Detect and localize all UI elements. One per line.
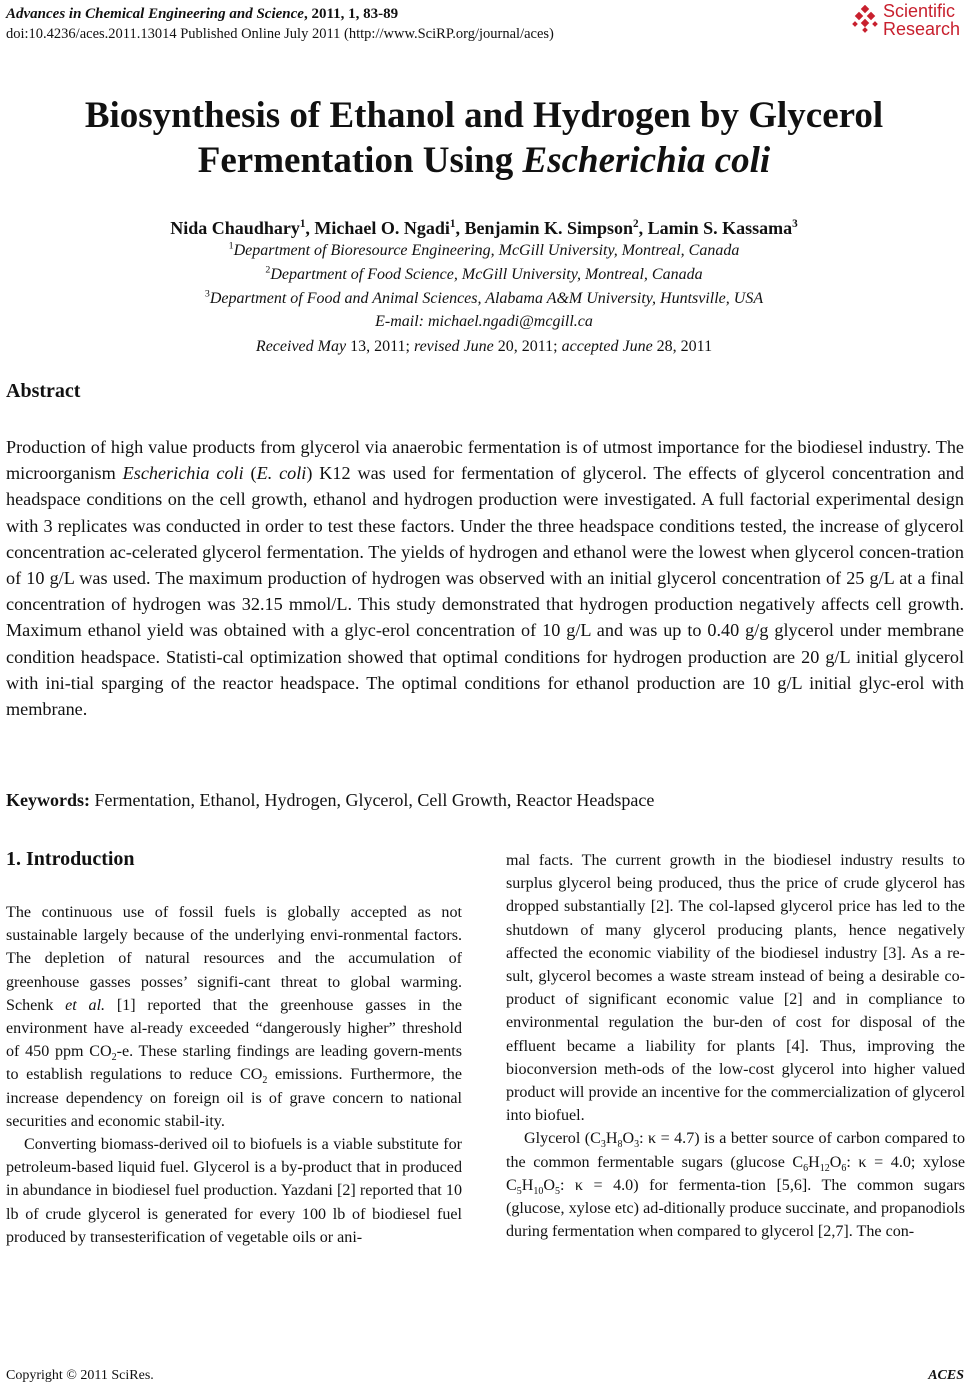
revised-date: 20, 2011; — [493, 338, 562, 355]
subscript: 8 — [617, 1139, 623, 1151]
accepted-label: accepted June — [561, 338, 653, 355]
journal-header — [6, 4, 554, 44]
text: Glycerol (C — [524, 1130, 601, 1148]
subscript: 10 — [533, 1186, 544, 1198]
logo-line-1: Scientific — [882, 1, 955, 21]
email-line — [0, 311, 968, 333]
text: O — [543, 1176, 555, 1194]
title-line-2: Fermentation Using — [197, 140, 523, 181]
author: Benjamin K. Simpson — [464, 218, 634, 238]
affiliation-2 — [0, 264, 968, 286]
subscript: 5 — [516, 1186, 522, 1198]
abstract-organism: Escherichia coli — [122, 463, 244, 484]
dates-line — [0, 336, 968, 358]
subscript: 2 — [262, 1075, 268, 1087]
paragraph — [506, 1127, 965, 1243]
keywords — [6, 790, 654, 811]
subscript: 3 — [600, 1139, 606, 1151]
scientific-research-logo-icon — [851, 5, 879, 35]
author-affiliation-mark: 1 — [299, 218, 306, 230]
text: -e. These starling findings are leading govern-ments to establish regulations to reduce CO — [6, 1043, 462, 1084]
text: H — [808, 1153, 820, 1171]
publisher-logo — [851, 2, 960, 38]
received-label: Received May — [255, 338, 347, 355]
subscript: 12 — [819, 1162, 830, 1174]
affiliation-3 — [0, 288, 968, 310]
logo-text — [883, 2, 960, 38]
abstract-body — [6, 434, 964, 722]
subscript: 5 — [554, 1186, 560, 1198]
affiliation-text: Department of Food and Animal Sciences, Alabama A&M University, Huntsville, USA — [209, 290, 764, 307]
email-address[interactable]: : michael.ngadi@mcgill.ca — [418, 313, 593, 330]
section-heading: 1. Introduction — [6, 848, 135, 870]
keywords-text: Fermentation, Ethanol, Hydrogen, Glycerol, Cell Growth, Reactor Headspace — [90, 790, 655, 810]
author: Michael O. Ngadi — [314, 218, 450, 238]
received-date: 13, 2011; — [346, 338, 414, 355]
etal: et al. — [65, 996, 106, 1014]
volume-info: , 2011, 1, 83-89 — [303, 6, 399, 22]
text: H — [605, 1130, 618, 1148]
logo-line-2: Research — [882, 19, 960, 39]
author: Nida Chaudhary — [170, 218, 300, 238]
affiliation-number: 3 — [204, 288, 210, 300]
title-organism: Escherichia coli — [522, 140, 771, 181]
text: H — [521, 1176, 534, 1194]
subscript: 2 — [111, 1052, 117, 1064]
journal-name: Advances in Chemical Engineering and Science — [6, 6, 304, 22]
affiliation-text: Department of Bioresource Engineering, McGill University, Montreal, Canada — [233, 242, 740, 259]
revised-label: revised June — [413, 338, 494, 355]
email-label: E-mail — [375, 313, 419, 330]
author-affiliation-mark: 1 — [449, 218, 456, 230]
page-footer — [6, 1368, 964, 1384]
subscript: 3 — [634, 1139, 640, 1151]
subscript: 6 — [841, 1162, 847, 1174]
paragraph: mal facts. The current growth in the biodiesel industry results to surplus glycerol being produced, thus the price of crude glycerol has dropped substantially [2]. The col-lapsed glycerol price has led to the shutdown of many glycerol producing plants, hence negatively affected the economic viability of the biodiesel industry [3]. As a re-sult, glycerol becomes a waste stream instead of being a desirable co-product of significant economic value [2] and in compliance to environmental regulation the bur-den of cost for disposal of the effluent became a liability for plants [4]. Thus, improving the bioconversion meth-ods of the low-cost glycerol into higher valued product will provide an incentive for the commercialization of glycerol into biofuel. — [506, 852, 965, 1125]
affiliation-text: Department of Food Science, McGill University, Montreal, Canada — [270, 266, 703, 283]
abstract-organism-abbr: E. coli — [256, 463, 307, 484]
paragraph: Converting biomass-derived oil to biofuels is a viable substitute for petroleum-based liquid fuel. Glycerol is a by-product that in produced in abundance in biodiesel fuel production. Yazdani [2] reported that 10 lb of crude glycerol is generated for every 100 lb of biodiesel fuel produced by transesterification of vegetable oils or ani- — [6, 1136, 462, 1246]
abstract-text: ) K12 was used for fermentation of glycerol. The effects of glycerol concentration and headspace conditions on the cell growth, ethanol and hydrogen production were investigated. A full factorial experimental design with 3 replicates was conducted in order to test these factors. Under the three headspace conditions tested, the increase of glycerol concentration ac-celerated glycerol fermentation. The yields of hydrogen and ethanol were the lowest when glycerol concen-tration of 10 g/L was used. The maximum production of hydrogen was observed with an initial glycerol concentration of 25 g/L at a final concentration of hydrogen was 32.15 mmol/L. This study demonstrated that hydrogen production negatively affects cell growth. Maximum ethanol yield was obtained with a glyc-erol concentration of 10 g/L and was up to 0.40 g/g glycerol under membrane condition headspace. Statisti-cal optimization showed that optimal conditions for hydrogen production are 20 g/L initial glycerol with ini-tial sparging of the reactor headspace. The optimal conditions for ethanol production are 10 g/L initial glyc-erol with membrane. — [6, 463, 964, 720]
keywords-label: Keywords: — [6, 790, 90, 810]
copyright: Copyright © 2011 SciRes. — [6, 1368, 154, 1383]
author: Lamin S. Kassama — [647, 218, 793, 238]
text: : κ = 4.0) for fermenta-tion [5,6]. The common sugars (glucose, xylose etc) ad-ditionally produce succinate, and propanodiols during fermentation when compared to glycerol [2,7]. The con- — [506, 1176, 965, 1241]
text: : κ = 4.7) is a better source of carbon compared to the common fermentable sugars (glucose C — [506, 1130, 965, 1171]
text: O — [829, 1153, 842, 1171]
text: The continuous use of fossil fuels is globally accepted as not sustainable largely because of the underlying envi-ronmental factors. The depletion of natural resources and the accumulation of greenhouse gasses posses’ signifi-cant threat to global warming. Schenk — [6, 904, 462, 1014]
abstract-text: Production of high value products from glycerol via anaerobic fermentation is of utmost importance for the biodiesel industry. The microorganism — [6, 437, 964, 484]
abstract-text: ( — [243, 463, 257, 484]
affiliation-number: 1 — [228, 240, 234, 252]
journal-abbr: ACES — [928, 1368, 964, 1383]
accepted-date: 28, 2011 — [652, 338, 713, 355]
text: [1] reported that the greenhouse gasses in the environment have al-ready exceeded “dangerously higher” threshold of 450 ppm CO — [6, 996, 463, 1061]
doi-line: doi:10.4236/aces.2011.13014 Published Online July 2011 (http://www.SciRP.org/journal/aces) — [6, 26, 554, 42]
affiliation-number: 2 — [265, 264, 271, 276]
text: emissions. Furthermore, the increase dependency on foreign oil is of grave concern to national securities and economic stabil-ity. — [6, 1066, 462, 1130]
author-list: Nida Chaudhary$^1$, Michael O. Ngadi$^1$, Benjamin K. Simpson$^2$, Lamin S. Kassama$^3$ — [170, 218, 798, 238]
title-line-1: Biosynthesis of Ethanol and Hydrogen by Glycerol — [84, 95, 884, 136]
column-left — [6, 901, 462, 1249]
text: : κ = 4.0; xylose C — [506, 1153, 965, 1194]
text: O — [622, 1130, 635, 1148]
column-right — [506, 849, 965, 1243]
paper-title — [0, 93, 968, 183]
author-affiliation-mark: 3 — [792, 218, 798, 230]
paragraph — [6, 901, 462, 1133]
affiliation-1 — [0, 240, 968, 262]
subscript: 6 — [803, 1162, 809, 1174]
abstract-heading: Abstract — [6, 380, 81, 402]
author-affiliation-mark: 2 — [633, 218, 639, 230]
